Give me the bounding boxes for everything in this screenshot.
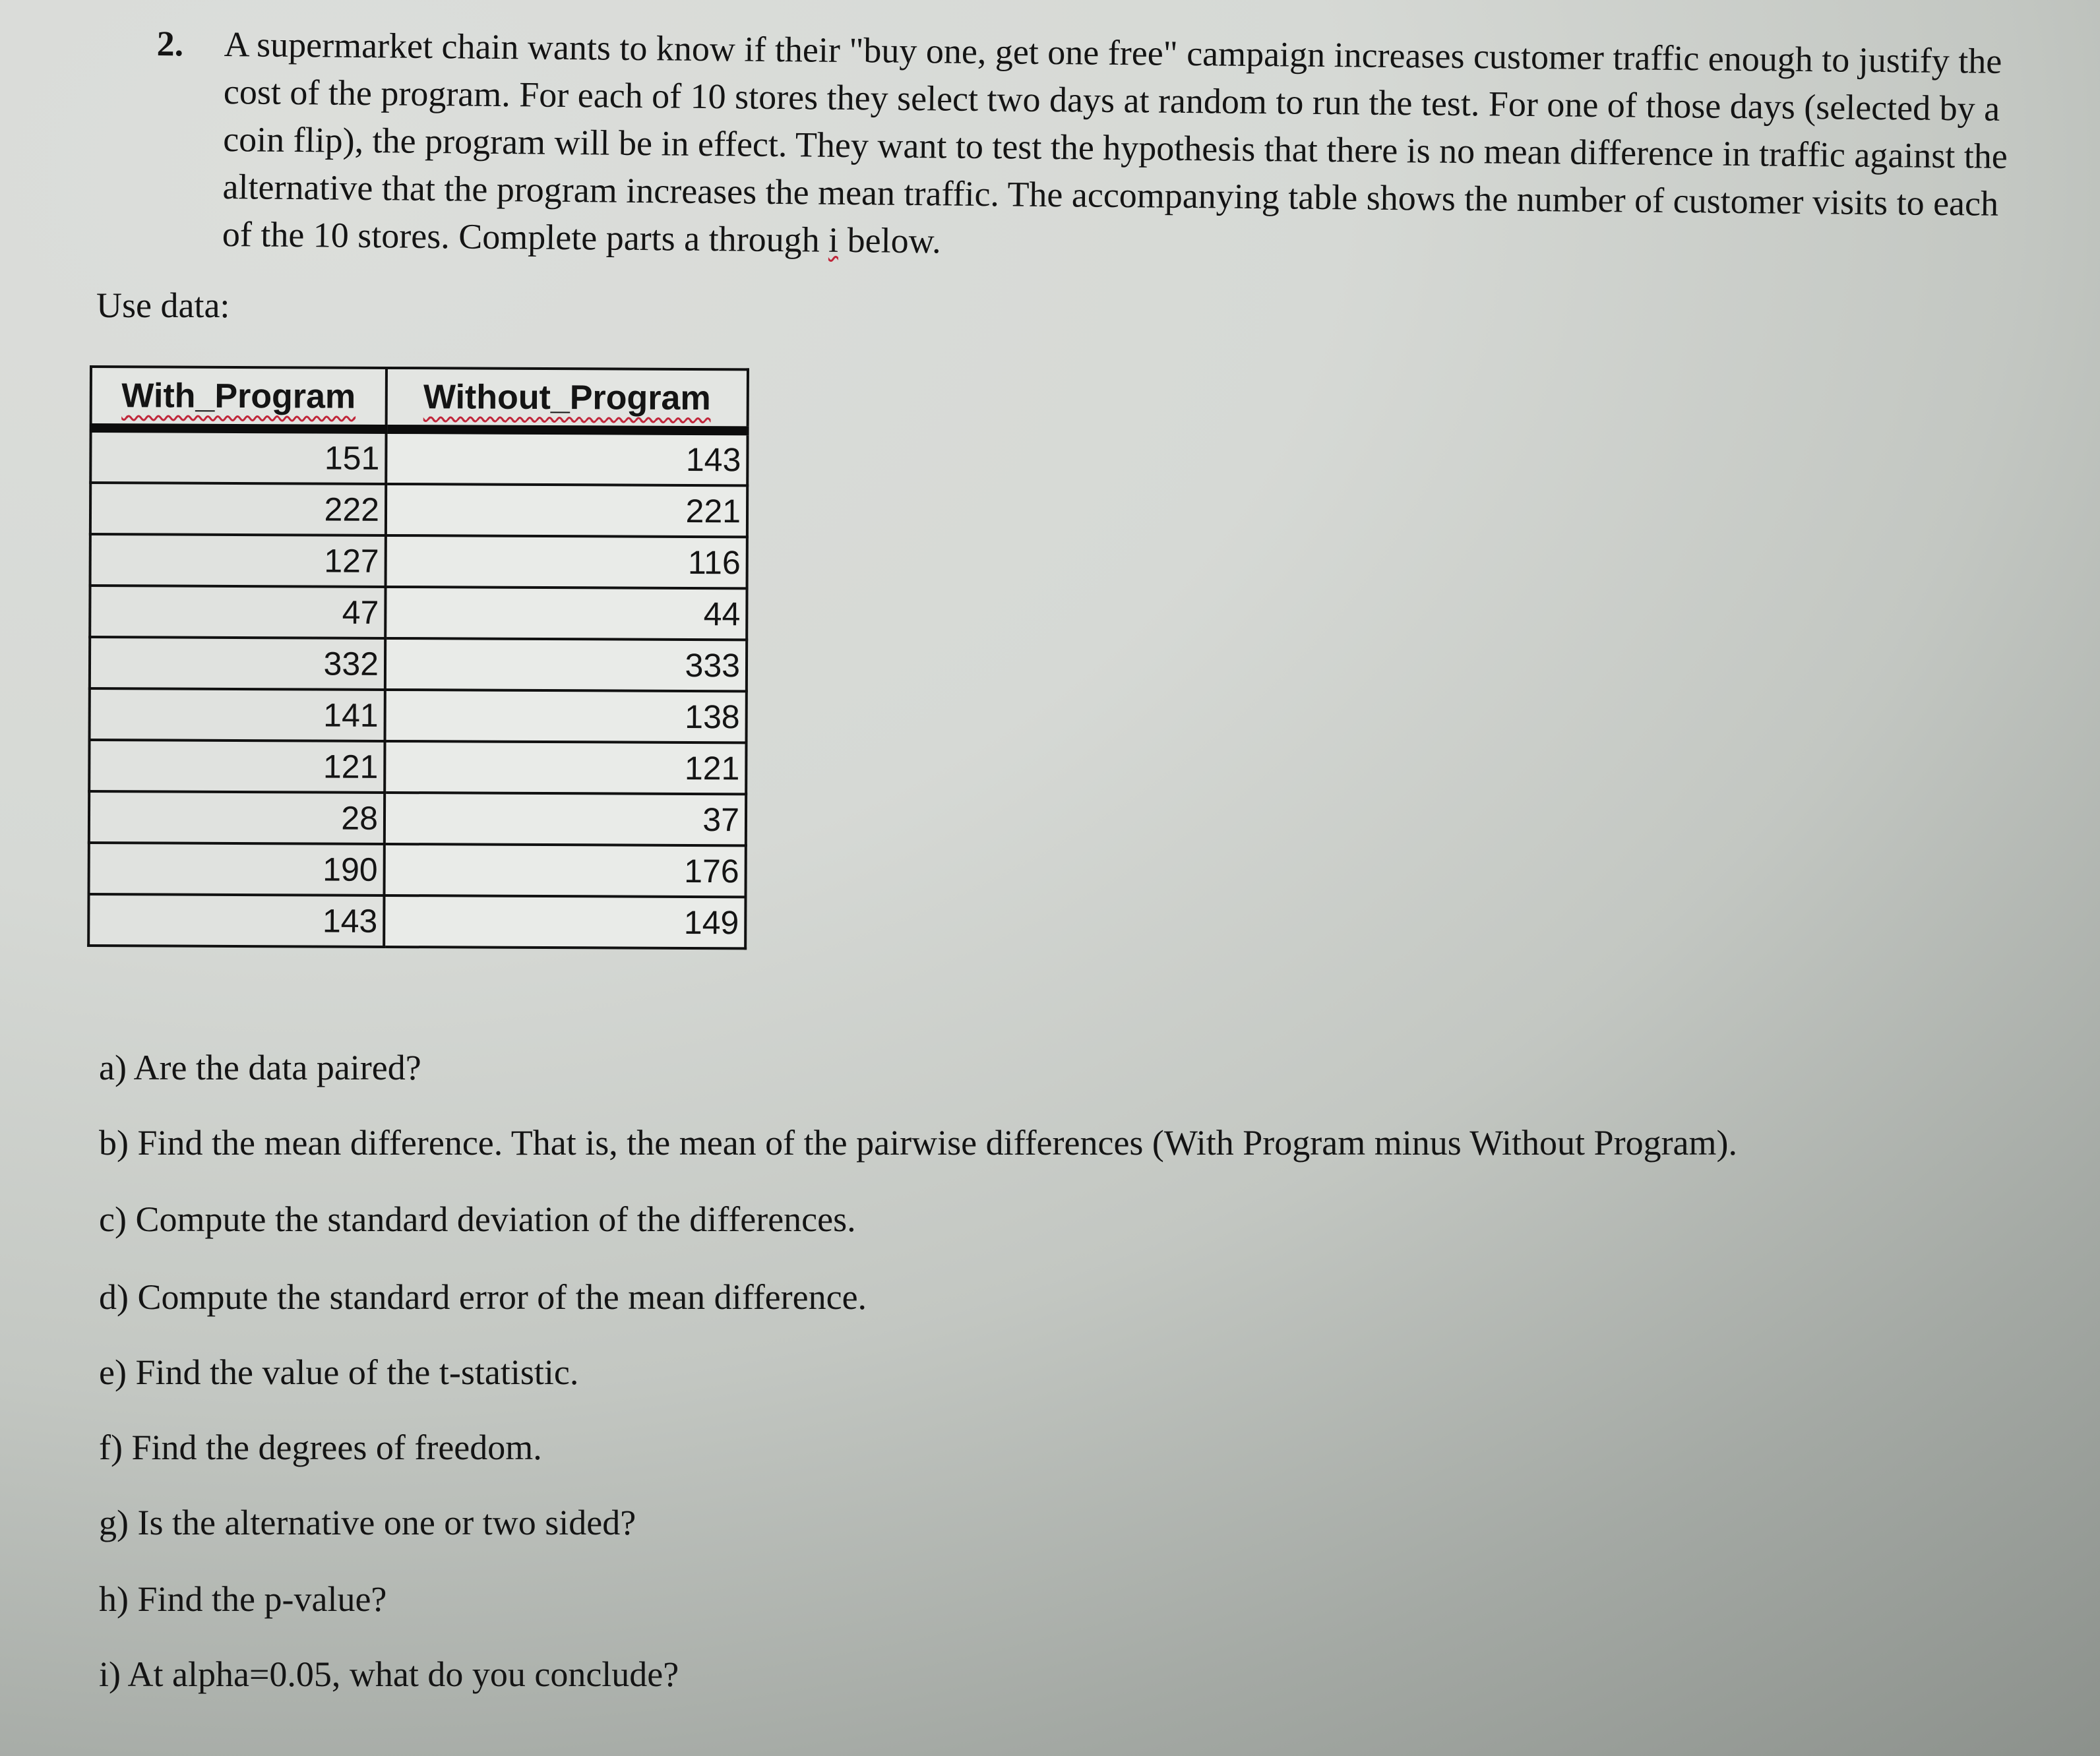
question-e: e) Find the value of the t-statistic. xyxy=(99,1352,579,1392)
problem-number: 2. xyxy=(156,23,184,64)
without-program-cell: 333 xyxy=(385,638,747,691)
with-program-cell: 141 xyxy=(90,688,385,741)
data-table xyxy=(87,365,749,950)
question-a: a) Are the data paired? xyxy=(99,1048,421,1087)
question-c: c) Compute the standard deviation of the differences. xyxy=(99,1199,856,1239)
without-program-cell: 143 xyxy=(386,429,747,485)
table-row xyxy=(90,688,747,742)
without-program-cell: 176 xyxy=(384,844,745,897)
with-program-cell: 190 xyxy=(89,843,385,895)
with-program-cell: 28 xyxy=(89,791,385,844)
header-with-program: With_Program xyxy=(91,367,386,429)
with-program-cell: 332 xyxy=(90,637,385,690)
problem-statement xyxy=(155,20,2030,275)
without-program-cell: 149 xyxy=(384,895,745,948)
question-b: b) Find the mean difference. That is, the mean of the pairwise differences (With Program minus Without Program). xyxy=(99,1123,1737,1163)
use-data-label: Use data: xyxy=(96,286,230,325)
without-program-cell: 138 xyxy=(385,690,747,742)
problem-text xyxy=(222,20,2031,275)
header-without-program: Without_Program xyxy=(386,368,748,431)
question-g: g) Is the alternative one or two sided? xyxy=(99,1503,636,1542)
without-program-cell: 116 xyxy=(386,535,747,588)
without-program-cell: 121 xyxy=(385,741,746,794)
with-program-cell: 127 xyxy=(90,534,386,587)
table-row xyxy=(89,791,746,845)
without-program-cell: 44 xyxy=(385,587,747,640)
table-row xyxy=(90,586,747,640)
with-program-cell: 143 xyxy=(88,894,384,947)
table-row xyxy=(90,637,747,691)
without-program-cell: 37 xyxy=(385,793,746,845)
table-row xyxy=(90,428,747,485)
with-program-cell: 121 xyxy=(89,740,385,793)
question-h: h) Find the p-value? xyxy=(99,1579,387,1619)
table-row xyxy=(89,843,746,897)
problem-text-end: below. xyxy=(838,220,941,261)
table-row xyxy=(90,483,747,537)
with-program-cell: 222 xyxy=(90,483,386,535)
spellcheck-flagged-letter: i xyxy=(828,220,839,260)
with-program-cell: 47 xyxy=(90,586,385,638)
table-header-row xyxy=(91,367,748,431)
without-program-cell: 221 xyxy=(386,484,747,537)
with-program-cell: 151 xyxy=(90,428,386,484)
question-d: d) Compute the standard error of the mean difference. xyxy=(99,1277,867,1317)
question-f: f) Find the degrees of freedom. xyxy=(99,1428,542,1467)
table-row xyxy=(89,740,746,794)
table-row xyxy=(88,894,745,948)
problem-text-main: A supermarket chain wants to know if their "buy one, get one free" campaign increases customer traffic enough to justify the cost of the program. For each of 10 stores they select two days at random to run the test. For one of those days (selected by a coin flip), the program will be in effect. They want to test the hypothesis that there is no mean difference in traffic against the alternative that the program increases the mean traffic. The accompanying table shows the number of customer visits to each of the 10 stores. Complete parts a through xyxy=(222,24,2008,260)
question-i: i) At alpha=0.05, what do you conclude? xyxy=(99,1654,679,1694)
table-row xyxy=(90,534,747,588)
